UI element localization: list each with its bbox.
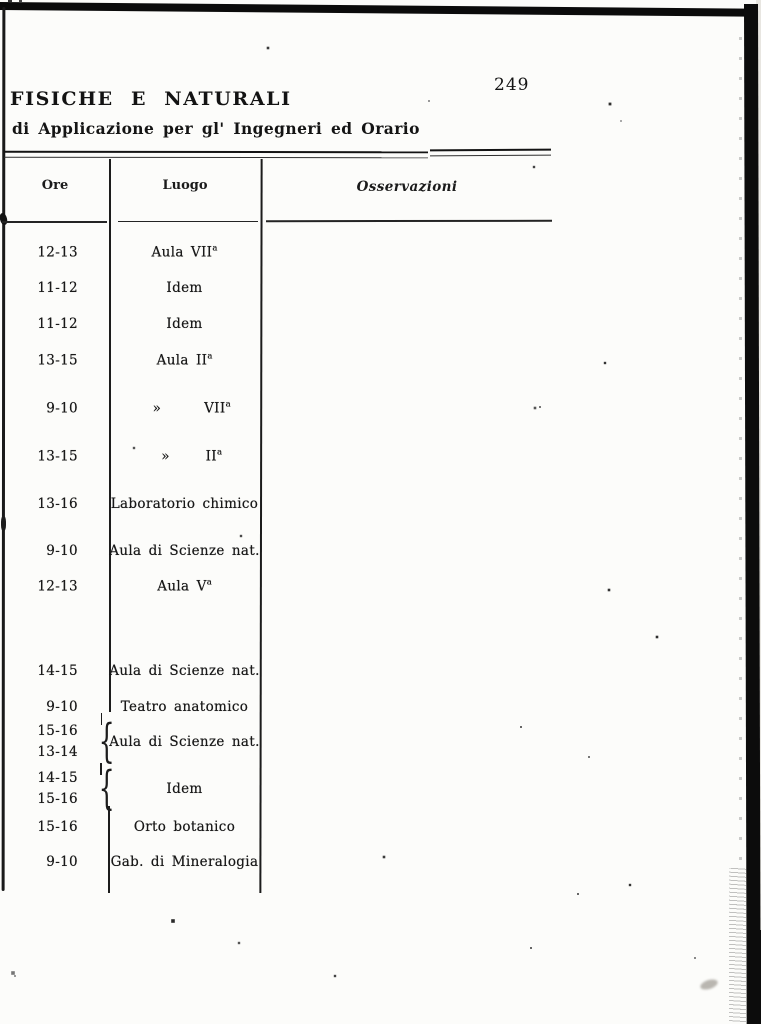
ore-cell: 13-15: [37, 448, 78, 464]
table-row: [0, 760, 552, 815]
scan-top-edge: [0, 2, 761, 17]
table-row: [0, 819, 552, 835]
scan-binding-edge: [748, 930, 761, 1024]
luogo-cell: Idem: [166, 781, 203, 797]
ore-cell: 15-16: [37, 819, 78, 835]
ore-cell: 13-15: [37, 352, 78, 368]
luogo-cell: Orto botanico: [133, 819, 236, 835]
luogo-cell: Aula VII$^a$: [151, 243, 218, 261]
luogo-cell: Idem: [166, 280, 203, 296]
table-row: [0, 713, 552, 768]
ore-cell: 14-15: [37, 663, 78, 679]
scan-ink-blot: [0, 212, 8, 225]
column-header-luogo: Luogo: [162, 178, 208, 193]
ore-cell: 15-16 13-14: [37, 723, 78, 760]
scan-binding-edge: [744, 4, 761, 1024]
luogo-cell: Aula di Scienze nat.: [109, 543, 260, 559]
scan-noise: [729, 868, 746, 1024]
table-row: [0, 280, 552, 296]
luogo-cell: Idem: [166, 316, 203, 332]
page-subtitle: di Applicazione per gl' Ingegneri ed Orario: [12, 119, 420, 138]
header-underline-osservazioni: [266, 220, 552, 222]
table-row: [0, 854, 552, 870]
table-row: [0, 699, 552, 715]
column-header-ore: Ore: [41, 178, 69, 193]
scan-smudge: [699, 977, 719, 991]
luogo-cell: Gab. di Mineralogia: [110, 854, 259, 870]
ore-cell: 9-10: [46, 854, 78, 870]
ore-cell: 12-13: [37, 244, 78, 260]
ore-cell: 9-10: [46, 400, 78, 416]
table-top-rule: [430, 148, 551, 155]
ore-cell: 9-10: [46, 699, 78, 715]
table-row: [0, 244, 552, 261]
table-body: [0, 225, 552, 895]
column-header-osservazioni: Osservazioni: [356, 179, 458, 195]
table-top-rule: [4, 151, 428, 158]
header-underline-ore: [2, 221, 107, 223]
page-title: FISICHE E NATURALI: [10, 88, 292, 110]
luogo-cell: Teatro anatomico: [120, 699, 249, 715]
luogo-cell: Laboratorio chimico: [110, 496, 259, 512]
ore-cell: 9-10: [46, 543, 78, 559]
ore-cell: 12-13: [37, 578, 78, 594]
scan-speck: [19, 0, 22, 2]
table-row: [0, 352, 552, 369]
row-group-brace: {: [98, 713, 115, 768]
table-row: [0, 543, 552, 559]
ore-cell: 14-15 15-16: [37, 770, 78, 807]
table-row: [0, 448, 552, 465]
table-row: [0, 578, 552, 595]
row-group-brace: {: [98, 760, 115, 815]
luogo-cell: Aula di Scienze nat.: [109, 663, 260, 679]
luogo-cell: » $II^a$: [146, 447, 223, 465]
luogo-cell: Aula $II^a$: [156, 351, 213, 369]
page-number: 249: [494, 75, 530, 95]
scan-specks: [0, 0, 2, 2]
table-row: [0, 400, 552, 417]
luogo-cell: » VII$^a$: [138, 399, 231, 417]
ore-cell: 13-16: [37, 496, 78, 512]
scan-speck: [8, 0, 12, 2]
luogo-cell: Aula di Scienze nat.: [109, 734, 260, 750]
ore-cell: 11-12: [37, 316, 78, 332]
luogo-cell: Aula $V^a$: [157, 577, 212, 595]
table-row: [0, 316, 552, 332]
header-underline-luogo: [118, 221, 258, 223]
scan-noise: [739, 20, 742, 870]
table-row: [0, 663, 552, 679]
ore-cell: 11-12: [37, 280, 78, 296]
table-row: [0, 496, 552, 512]
